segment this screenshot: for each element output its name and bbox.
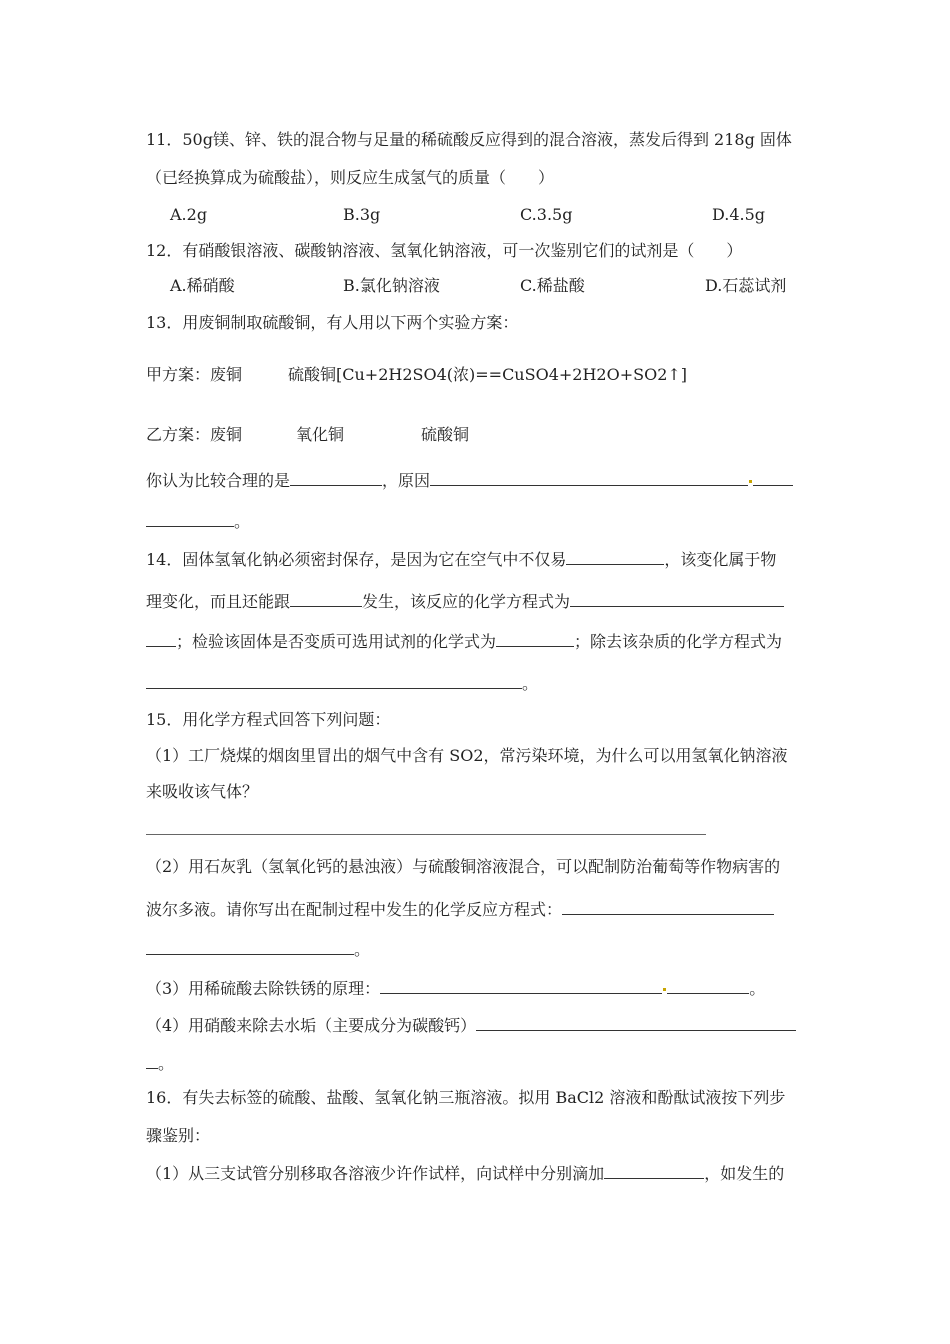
q14-line2 [146, 590, 784, 613]
q14-end: 。 [522, 674, 539, 693]
q15-p2-blank-2[interactable] [146, 938, 354, 955]
q16-p1-line [146, 1162, 784, 1185]
q14-blank-2[interactable] [290, 590, 362, 607]
q13-reason-blank-2[interactable] [753, 469, 793, 486]
q15-p4-line2 [146, 1052, 174, 1075]
q11-option-c: C.3.5g [520, 205, 573, 224]
q13-plan-b-intermediate: 氧化铜 [296, 425, 345, 444]
q12-option-c: C.稀盐酸 [520, 276, 585, 295]
q15-p4-end: 。 [158, 1054, 175, 1073]
q16-line2: 骤鉴别： [146, 1126, 211, 1145]
q15-p3-end: 。 [749, 979, 766, 998]
q11-option-b: B.3g [343, 205, 381, 224]
q15-p1-answer-line[interactable] [146, 834, 706, 835]
q15-p2-line2-text: 波尔多液。请你写出在配制过程中发生的化学反应方程式： [146, 900, 563, 919]
q14-line4 [146, 672, 538, 695]
q13-end: 。 [234, 512, 251, 531]
stray-dot [749, 480, 752, 483]
q12-option-a: A.稀硝酸 [170, 276, 235, 295]
q13-line1: 13．用废铜制取硫酸铜，有人用以下两个实验方案： [146, 313, 519, 332]
q14-blank-3b[interactable] [146, 630, 176, 647]
q16-line1: 16．有失去标签的硫酸、盐酸、氢氧化钠三瓶溶液。拟用 BaCl2 溶液和酚酞试液按下列步 [146, 1088, 786, 1107]
q14-blank-5[interactable] [146, 672, 522, 689]
q13-reason-blank-3[interactable] [146, 510, 234, 527]
q12-line1: 12．有硝酸银溶液、碳酸钠溶液、氢氧化钠溶液，可一次鉴别它们的试剂是（ ） [146, 241, 743, 260]
q13-plan-a-label: 甲方案：废铜 [146, 365, 243, 384]
q11-line1: 11．50g镁、锌、铁的混合物与足量的稀硫酸反应得到的混合溶液，蒸发后得到 218g 固体 [146, 130, 792, 149]
q11-option-d: D.4.5g [712, 205, 766, 224]
q14-blank-1[interactable] [566, 548, 664, 565]
q13-reason-blank-1[interactable] [430, 469, 748, 486]
q13-plan-a-product: 硫酸铜[Cu+2H2SO4(浓)==CuSO4+2H2O+SO2↑] [288, 365, 688, 384]
q11-line2: （已经换算成为硫酸盐），则反应生成氢气的质量（ ） [146, 168, 555, 187]
q16-p1-text-a: （1）从三支试管分别移取各溶液少许作试样，向试样中分别滴加 [146, 1164, 605, 1183]
q15-p4-blank-2[interactable] [146, 1052, 158, 1069]
q11-option-a: A.2g [170, 205, 208, 224]
q13-plan-b-label: 乙方案：废铜 [146, 425, 243, 444]
q14-line3-text-a: ；检验该固体是否变质可选用试剂的化学式为 [176, 632, 497, 651]
q14-blank-4[interactable] [496, 630, 574, 647]
q15-p2-line1: （2）用石灰乳（氢氧化钙的悬浊液）与硫酸铜溶液混合，可以配制防治葡萄等作物病害的 [146, 857, 781, 876]
q14-line1 [146, 548, 776, 571]
q13-answer-line2 [146, 510, 250, 533]
q14-blank-3[interactable] [570, 590, 784, 607]
q15-p4-line [146, 1014, 796, 1037]
q15-line1: 15．用化学方程式回答下列问题： [146, 710, 391, 729]
q15-p2-line3 [146, 938, 370, 961]
q12-option-b: B.氯化钠溶液 [343, 276, 440, 295]
q15-p3-text: （3）用稀硫酸去除铁锈的原理： [146, 979, 381, 998]
q14-line1-text-a: 14．固体氢氧化钠必须密封保存，是因为它在空气中不仅易 [146, 550, 567, 569]
q12-option-d: D.石蕊试剂 [705, 276, 787, 295]
q16-blank-1[interactable] [604, 1162, 704, 1179]
q16-p1-text-b: ，如发生的 [704, 1164, 785, 1183]
q15-p4-text: （4）用硝酸来除去水垢（主要成分为碳酸钙） [146, 1016, 477, 1035]
q13-answer-prompt: 你认为比较合理的是 [146, 471, 291, 490]
q15-p2-end: 。 [354, 940, 371, 959]
q14-line3-text-b: ；除去该杂质的化学方程式为 [574, 632, 783, 651]
q15-p1-line1: （1）工厂烧煤的烟囱里冒出的烟气中含有 SO2，常污染环境，为什么可以用氢氧化钠溶液 [146, 746, 788, 765]
q15-p2-line2 [146, 898, 774, 921]
q15-p1-line2: 来吸收该气体？ [146, 782, 259, 801]
q13-plan-b-product: 硫酸铜 [421, 425, 470, 444]
q15-p2-blank-1[interactable] [562, 898, 774, 915]
stray-dot [663, 988, 666, 991]
q14-line3 [146, 630, 782, 653]
q14-line1-text-b: ，该变化属于物 [664, 550, 777, 569]
q14-line2-text-b: 发生，该反应的化学方程式为 [362, 592, 571, 611]
q15-p3-line [146, 977, 765, 1000]
q13-answer-line [146, 469, 793, 492]
q15-p4-blank-1[interactable] [476, 1014, 796, 1031]
q15-p3-blank-2[interactable] [667, 977, 749, 994]
q14-line2-text-a: 理变化，而且还能跟 [146, 592, 291, 611]
q15-p3-blank-1[interactable] [380, 977, 662, 994]
q13-reasonable-blank[interactable] [290, 469, 382, 486]
q13-reason-label: ，原因 [382, 471, 431, 490]
